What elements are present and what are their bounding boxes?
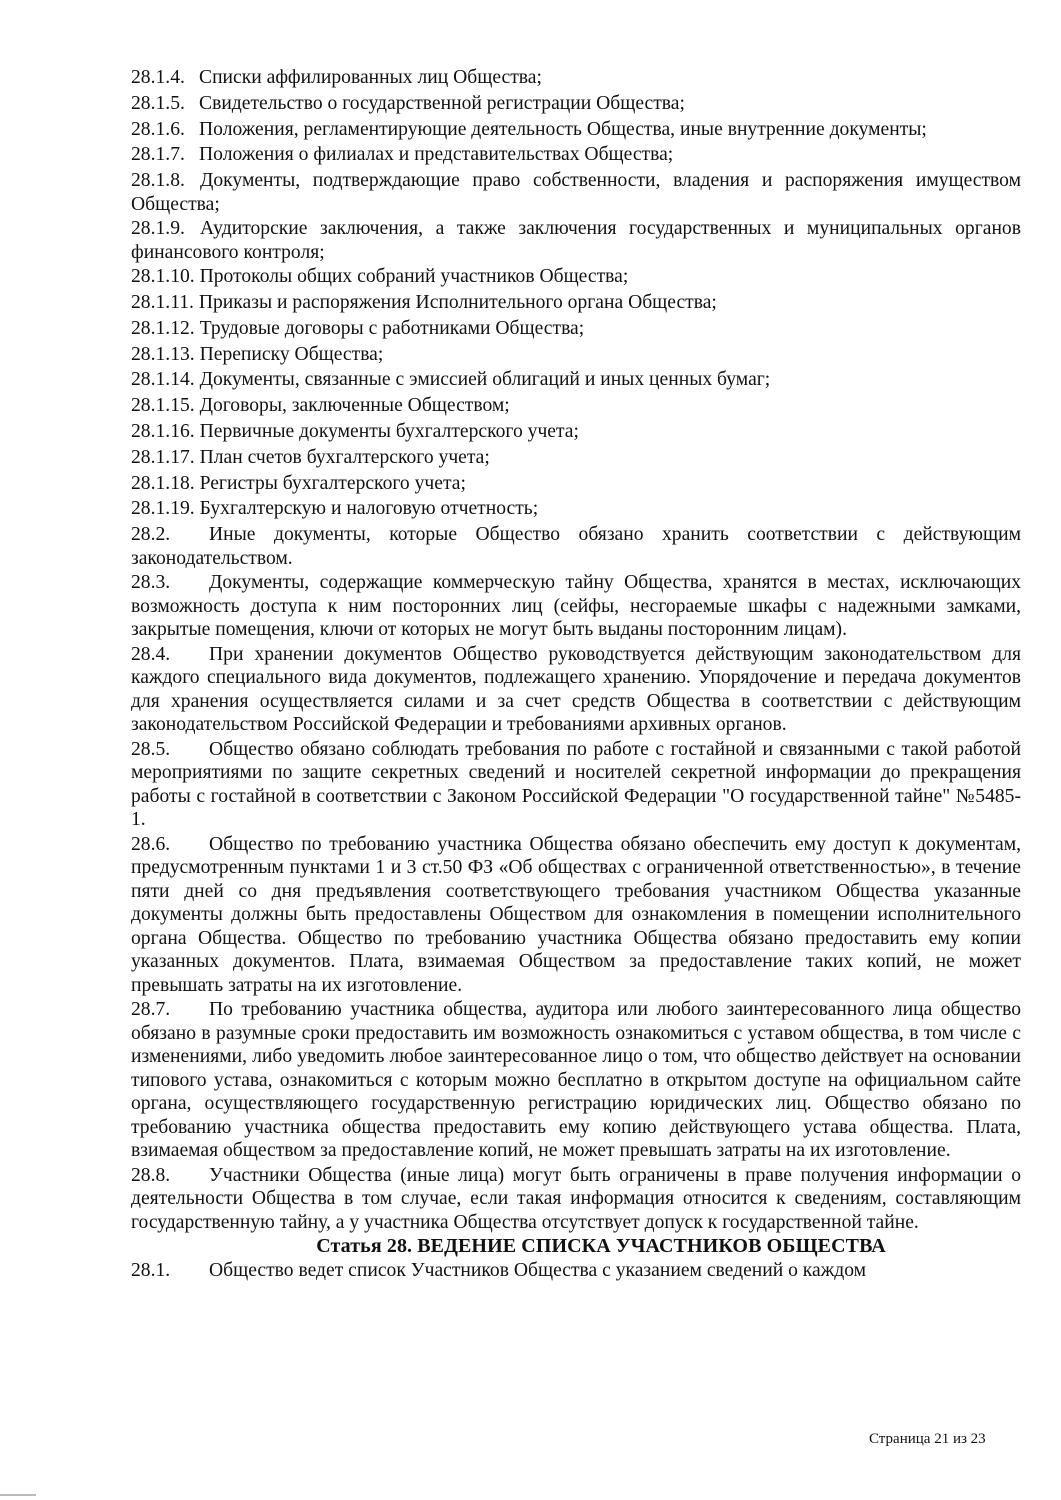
list-item: 28.1.16. Первичные документы бухгалтерского учета;	[131, 420, 579, 442]
list-item: 28.1.7. Положения о филиалах и представительствах Общества;	[131, 144, 674, 166]
page-number: Страница 21 из 23	[869, 1431, 986, 1447]
section-heading: Статья 28. ВЕДЕНИЕ СПИСКА УЧАСТНИКОВ ОБЩЕСТВА	[316, 1235, 886, 1258]
list-item: 28.1.11. Приказы и распоряжения Исполнительного органа Общества;	[131, 291, 717, 313]
list-item: 28.1.13. Переписку Общества;	[131, 343, 384, 365]
list-item: 28.1.8. Документы, подтверждающие право собственности, владения и распоряжения имуществом Общества;	[131, 170, 1021, 215]
paragraph: 28.5. Общество обязано соблюдать требования по работе с гостайной и связанными с такой работой мероприятиями по защите секретных сведений и носителей секретной информации до прекращения работы с гостайной в соответствии с Законом Российской Федерации "О государственной тайне" №5485-1.	[131, 738, 1021, 831]
list-item: 28.1.19. Бухгалтерскую и налоговую отчетность;	[131, 498, 539, 520]
paragraph: 28.8. Участники Общества (иные лица) могут быть ограничены в праве получения информации о деятельности Общества в том случае, если такая информация относится к сведениям, составляющим государственную тайну, а у участника Общества отсутствует допуск к государственной тайне.	[131, 1164, 1021, 1233]
list-item: 28.1.18. Регистры бухгалтерского учета;	[131, 472, 466, 494]
list-item: 28.1.12. Трудовые договоры с работниками Общества;	[131, 317, 585, 339]
paragraph: 28.4. При хранении документов Общество руководствуется действующим законодательством для каждого специального вида документов, подлежащего хранению. Упорядочение и передача документов для хранения осуществляется силами и за счет средств Общества в соответствии с действующим законодательством Российской Федерации и требованиями архивных органов.	[131, 643, 1021, 736]
list-item: 28.1.15. Договоры, заключенные Обществом;	[131, 395, 510, 417]
list-item: 28.1.4. Списки аффилированных лиц Общества;	[131, 67, 542, 88]
paragraph: 28.2. Иные документы, которые Общество обязано хранить соответствии с действующим законодательством.	[131, 524, 1021, 569]
paragraph: 28.1. Общество ведет список Участников Общества с указанием сведений о каждом	[131, 1259, 867, 1281]
paragraph: 28.3. Документы, содержащие коммерческую тайну Общества, хранятся в местах, исключающих возможность доступа к ним посторонних лиц (сейфы, несгораемые шкафы с надежными замками, закрытые помещения, ключи от которых не могут быть выданы посторонним лицам).	[131, 572, 1021, 641]
paragraph: 28.6. Общество по требованию участника Общества обязано обеспечить ему доступ к документам, предусмотренным пунктами 1 и 3 ст.50 ФЗ «Об обществах с ограниченной ответственностью», в течение пяти дней со дня предъявления соответствующего требования участником Общества указанные документы должны быть предоставлены Обществом для ознакомления в помещении исполнительного органа Общества. Общество по требованию участника Общества обязано предоставить ему копии указанных документов. Плата, взимаемая Обществом за предоставление таких копий, не может превышать затраты на их изготовление.	[131, 833, 1021, 996]
list-item: 28.1.9. Аудиторские заключения, а также заключения государственных и муниципальных органов финансового контроля;	[131, 218, 1021, 263]
list-item: 28.1.14. Документы, связанные с эмиссией облигаций и иных ценных бумаг;	[131, 369, 771, 391]
list-item: 28.1.10. Протоколы общих собраний участников Общества;	[131, 266, 629, 288]
paragraph: 28.7. По требованию участника общества, аудитора или любого заинтересованного лица общество обязано в разумные сроки предоставить им возможность ознакомиться с уставом общества, в том числе с изменениями, либо уведомить любое заинтересованное лицо о том, что общество действует на основании типового устава, ознакомиться с которым можно бесплатно в открытом доступе на официальном сайте органа, осуществляющего государственную регистрацию юридических лиц. Общество обязано по требованию участника общества предоставить ему копию действующего устава общества. Плата, взимаемая обществом за предоставление копий, не может превышать затраты на их изготовление.	[131, 999, 1021, 1162]
scan-artifact	[0, 1494, 36, 1496]
list-item: 28.1.17. План счетов бухгалтерского учета;	[131, 446, 490, 468]
list-item: 28.1.6. Положения, регламентирующие деятельность Общества, иные внутренние документы;	[131, 118, 927, 140]
document-body	[131, 66, 1021, 1283]
list-item: 28.1.5. Свидетельство о государственной регистрации Общества;	[131, 92, 685, 114]
